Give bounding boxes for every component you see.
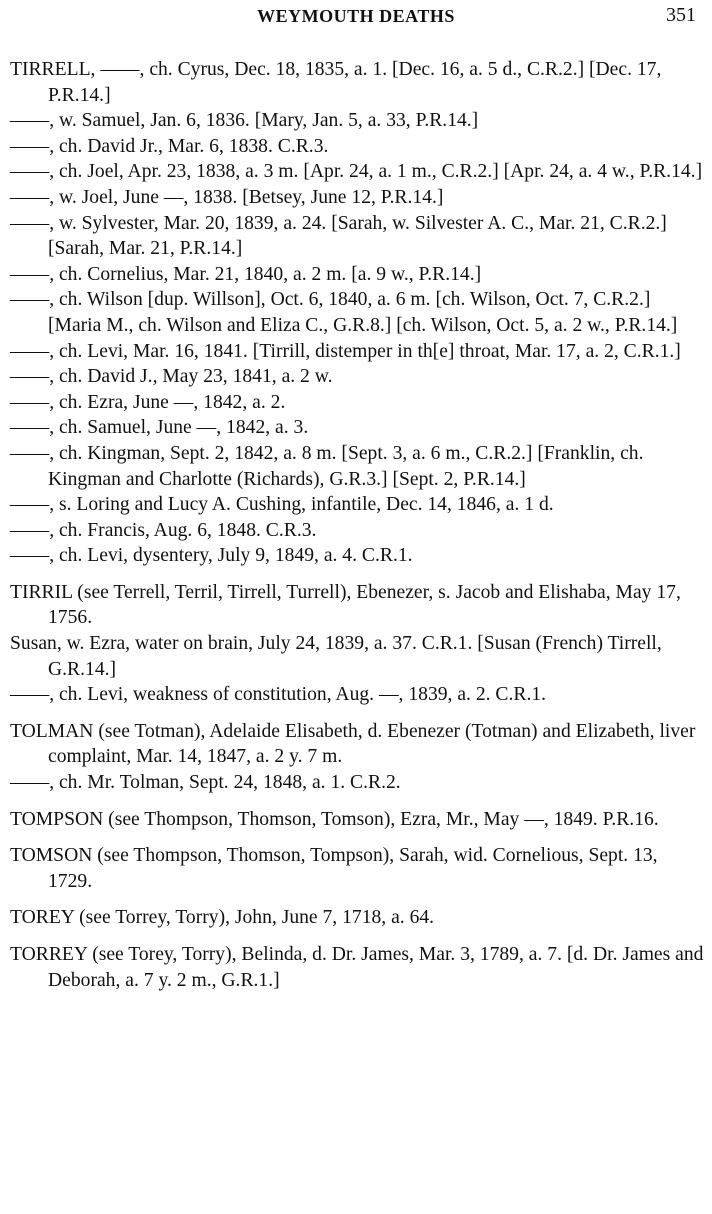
record-entry: TORREY (see Torey, Torry), Belinda, d. Dr. James, Mar. 3, 1789, a. 7. [d. Dr. James and Deborah, a. 7 y. 2 m., G.R.1.]: [10, 944, 704, 991]
record-entry: ——, ch. Levi, weakness of constitution, Aug. —, 1839, a. 2. C.R.1.: [10, 684, 547, 706]
record-entry: ——, ch. Francis, Aug. 6, 1848. C.R.3.: [10, 519, 317, 541]
record-entry: ——, ch. Kingman, Sept. 2, 1842, a. 8 m. [Sept. 3, a. 6 m., C.R.2.] [Franklin, ch. Kingman and Charlotte (Richards), G.R.3.] [Sept. 2, P.R.14.]: [10, 442, 644, 490]
record-entry: ——, ch. Levi, Mar. 16, 1841. [Tirrill, distemper in th[e] throat, Mar. 17, a. 2, C.R.1.]: [10, 340, 681, 362]
page-number: 351: [666, 4, 696, 26]
record-entry: ——, ch. David Jr., Mar. 6, 1838. C.R.3.: [10, 135, 329, 157]
record-entry: ——, ch. David J., May 23, 1841, a. 2 w.: [10, 366, 333, 388]
record-entry: Susan, w. Ezra, water on brain, July 24, 1839, a. 37. C.R.1. [Susan (French) Tirrell, G.R.14.]: [10, 633, 662, 680]
record-entry: ——, ch. Cornelius, Mar. 21, 1840, a. 2 m. [a. 9 w., P.R.14.]: [10, 263, 482, 285]
record-entry: TIRRELL, ——, ch. Cyrus, Dec. 18, 1835, a. 1. [Dec. 16, a. 5 d., C.R.2.] [Dec. 17, P.R.14.]: [10, 59, 662, 106]
record-entry: ——, s. Loring and Lucy A. Cushing, infantile, Dec. 14, 1846, a. 1 d.: [10, 494, 554, 516]
record-entry: ——, ch. Wilson [dup. Willson], Oct. 6, 1840, a. 6 m. [ch. Wilson, Oct. 7, C.R.2.] [Maria M., ch. Wilson and Eliza C., G.R.8.] [ch. Wilson, Oct. 5, a. 2 w., P.R.14.]: [10, 289, 678, 336]
record-entry: TOMSON (see Thompson, Thomson, Tompson), Sarah, wid. Cornelious, Sept. 13, 1729.: [10, 845, 658, 892]
record-entry: ——, ch. Levi, dysentery, July 9, 1849, a. 4. C.R.1.: [10, 545, 413, 567]
record-entry: ——, w. Sylvester, Mar. 20, 1839, a. 24. [Sarah, w. Silvester A. C., Mar. 21, C.R.2.] [Sarah, Mar. 21, P.R.14.]: [10, 212, 667, 260]
record-entry: ——, ch. Ezra, June —, 1842, a. 2.: [10, 391, 286, 413]
running-title: WEYMOUTH DEATHS: [257, 6, 455, 26]
record-entry: ——, ch. Joel, Apr. 23, 1838, a. 3 m. [Apr. 24, a. 1 m., C.R.2.] [Apr. 24, a. 4 w., P.R.14.]: [10, 161, 703, 183]
record-entry: TOREY (see Torrey, Torry), John, June 7, 1718, a. 64.: [10, 907, 435, 929]
record-entry: ——, w. Joel, June —, 1838. [Betsey, June 12, P.R.14.]: [10, 186, 444, 208]
record-entry: TIRRIL (see Terrell, Terril, Tirrell, Turrell), Ebenezer, s. Jacob and Elishaba, May 17, 1756.: [10, 581, 681, 629]
death-records: [10, 57, 705, 993]
record-entry: ——, ch. Samuel, June —, 1842, a. 3.: [10, 417, 309, 439]
record-entry: TOMPSON (see Thompson, Thomson, Tomson), Ezra, Mr., May —, 1849. P.R.16.: [10, 808, 659, 830]
page-header: [0, 2, 712, 30]
record-entry: ——, ch. Mr. Tolman, Sept. 24, 1848, a. 1. C.R.2.: [10, 772, 401, 794]
record-entry: ——, w. Samuel, Jan. 6, 1836. [Mary, Jan. 5, a. 33, P.R.14.]: [10, 110, 479, 132]
record-entry: TOLMAN (see Totman), Adelaide Elisabeth, d. Ebenezer (Totman) and Elizabeth, liver complaint, Mar. 14, 1847, a. 2 y. 7 m.: [10, 720, 696, 768]
